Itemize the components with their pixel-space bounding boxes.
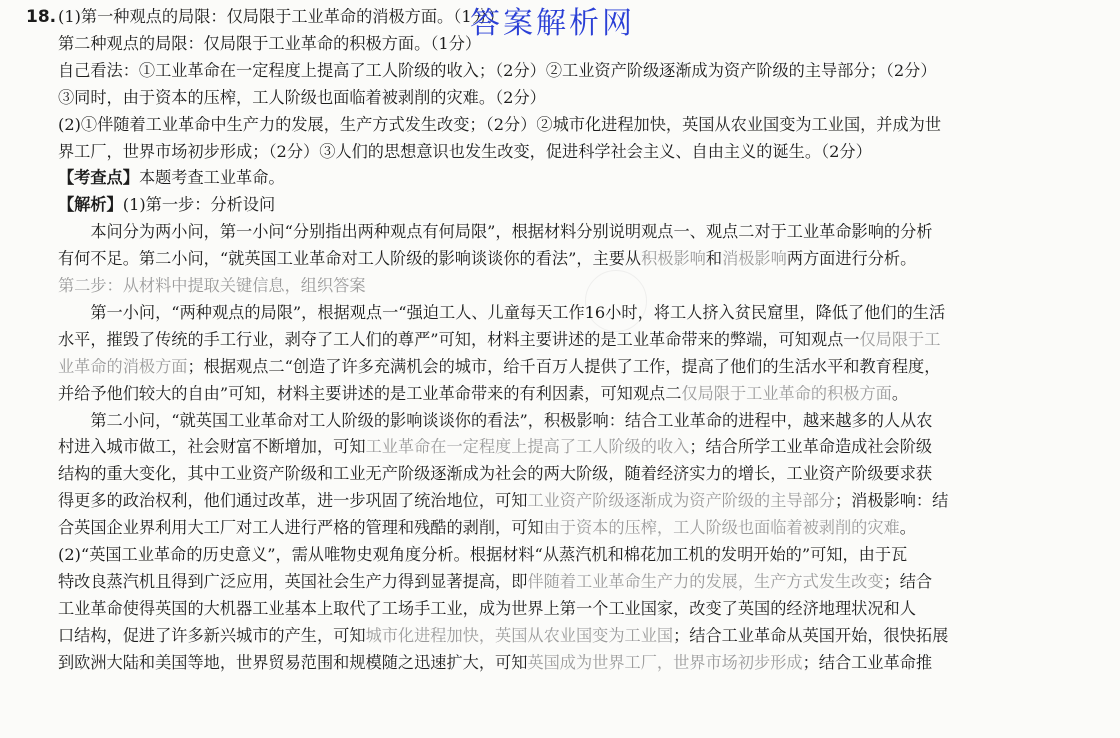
- text-segment: 。: [899, 518, 916, 538]
- text-line: [58, 300, 1110, 326]
- text-segment: 第二小问，“就英国工业革命对工人阶级的影响谈谈你的看法”，积极影响：结合工业革命的进程中，越来越多的人从农: [58, 410, 933, 430]
- text-segment: ；结合: [883, 571, 933, 591]
- highlighted-answer-phrase: 工业资产阶级逐渐成为资产阶级的主导部分: [527, 491, 835, 511]
- text-segment: ；根据观点二“创造了许多充满机会的城市，给千百万人提供了工作，提高了他们的生活水平和教育程度，: [187, 356, 941, 376]
- text-segment: ；结合工业革命从英国开始，很快拓展: [673, 625, 949, 645]
- text-line: [58, 461, 1110, 487]
- text-segment: 界工厂，世界市场初步形成；（2分）③人们的思想意识也发生改变，促进科学社会主义、自由主义的诞生。（2分）: [58, 141, 872, 161]
- text-segment: 并给予他们较大的自由”可知，材料主要讲述的是工业革命带来的有利因素，可知观点二: [58, 383, 682, 403]
- highlighted-answer-phrase: 伴随着工业革命生产力的发展，生产方式发生改变: [527, 571, 884, 591]
- text-line: [58, 246, 1110, 272]
- text-segment: ③同时，由于资本的压榨，工人阶级也面临着被剥削的灾难。（2分）: [58, 87, 546, 107]
- text-segment: 村进入城市做工，社会财富不断增加，可知: [58, 437, 366, 457]
- highlighted-answer-phrase: 英国成为世界工厂，世界市场初步形成: [527, 652, 803, 672]
- text-segment: 两方面进行分析。: [786, 249, 917, 269]
- text-segment: 本题考查工业革命。: [138, 168, 285, 188]
- text-line: [58, 112, 1110, 138]
- text-line: [58, 596, 1110, 622]
- highlighted-answer-phrase: 城市化进程加快，英国从农业国变为工业国: [365, 625, 674, 645]
- text-line: [58, 273, 1110, 299]
- text-line: [58, 408, 1110, 434]
- section-tag: 【考查点】: [58, 168, 139, 188]
- text-segment: 口结构，促进了许多新兴城市的产生，可知: [58, 625, 366, 645]
- question-number: 18.: [26, 7, 57, 27]
- text-segment: ；消极影响：结: [835, 491, 949, 511]
- text-segment: 自己看法：①工业革命在一定程度上提高了工人阶级的收入；（2分）②工业资产阶级逐渐成为资产阶级的主导部分；（2分）: [58, 60, 937, 80]
- text-segment: 到欧洲大陆和美国等地，世界贸易范围和规模随之迅速扩大，可知: [58, 652, 528, 672]
- text-segment: 本问分为两小问，第一小问“分别指出两种观点有何局限”，根据材料分别说明观点一、观点二对于工业革命影响的分析: [58, 222, 933, 242]
- text-line: [58, 569, 1110, 595]
- text-line: [58, 381, 1110, 407]
- text-segment: 和: [705, 249, 723, 269]
- highlighted-answer-phrase: 第二步：从材料中提取关键信息，组织答案: [58, 276, 366, 295]
- text-segment: 第二种观点的局限：仅局限于工业革命的积极方面。（1分）: [58, 33, 482, 53]
- text-line: [58, 165, 1110, 191]
- text-line: [58, 219, 1110, 245]
- text-segment: ；结合工业革命推: [802, 652, 933, 672]
- highlighted-answer-phrase: 仅局限于工: [859, 329, 941, 349]
- text-segment: 结构的重大变化，其中工业资产阶级和工业无产阶级逐渐成为社会的两大阶级，随着经济实力的增长，工业资产阶级要求获: [58, 464, 933, 484]
- highlighted-answer-phrase: 工业革命在一定程度上提高了工人阶级的收入: [365, 437, 690, 457]
- text-segment: 特改良蒸汽机且得到广泛应用，英国社会生产力得到显著提高，即: [58, 571, 528, 591]
- text-line: [58, 488, 1110, 514]
- text-segment: 合英国企业界利用大工厂对工人进行严格的管理和残酷的剥削，可知: [58, 518, 544, 538]
- text-line: [58, 85, 1110, 111]
- text-segment: 第一小问，“两种观点的局限”，根据观点一“强迫工人、儿童每天工作16小时，将工人挤入贫民窟里，降低了他们的生活: [58, 302, 946, 322]
- text-segment: 工业革命使得英国的大机器工业基本上取代了工场手工业，成为世界上第一个工业国家，改变了英国的经济地理状况和人: [58, 598, 916, 618]
- highlighted-answer-phrase: 业革命的消极方面: [58, 356, 188, 376]
- text-line: [58, 434, 1110, 460]
- highlighted-answer-phrase: 消极影响: [722, 249, 787, 269]
- text-line: [58, 354, 1110, 380]
- text-segment: (2)“英国工业革命的历史意义”，需从唯物史观角度分析。根据材料“从蒸汽机和棉花加工机的发明开始的”可知，由于瓦: [58, 545, 908, 564]
- text-line: [58, 515, 1110, 541]
- text-line: [58, 139, 1110, 165]
- text-segment: (1)第一步：分析设问: [122, 195, 276, 215]
- text-line: [58, 623, 1110, 649]
- text-line: [58, 650, 1110, 676]
- text-segment: 得更多的政治权利，他们通过改革，进一步巩固了统治地位，可知: [58, 491, 528, 511]
- highlighted-answer-phrase: 由于资本的压榨，工人阶级也面临着被剥削的灾难: [543, 518, 900, 538]
- section-tag: 【解析】: [58, 195, 123, 215]
- text-line: [58, 327, 1110, 353]
- site-watermark: 答案解析网: [470, 6, 635, 41]
- text-segment: ；结合所学工业革命造成社会阶级: [689, 437, 933, 457]
- highlighted-answer-phrase: 仅局限于工业革命的积极方面: [681, 383, 892, 403]
- text-line: [58, 58, 1110, 84]
- text-segment: (2)①伴随着工业革命中生产力的发展，生产方式发生改变；（2分）②城市化进程加快，英国从农业国变为工业国，并成为世: [58, 114, 942, 134]
- text-segment: (1)第一种观点的局限：仅局限于工业革命的消极方面。（1分）: [58, 7, 505, 26]
- highlighted-answer-phrase: 积极影响: [641, 249, 706, 269]
- text-line: [58, 542, 1110, 568]
- text-segment: 。: [891, 383, 909, 403]
- text-line: [58, 192, 1110, 218]
- text-segment: 有何不足。第二小问，“就英国工业革命对工人阶级的影响谈谈你的看法”，主要从: [58, 249, 642, 269]
- text-segment: 水平，摧毁了传统的手工行业，剥夺了工人们的尊严”可知，材料主要讲述的是工业革命带来的弊端，可知观点一: [58, 329, 860, 349]
